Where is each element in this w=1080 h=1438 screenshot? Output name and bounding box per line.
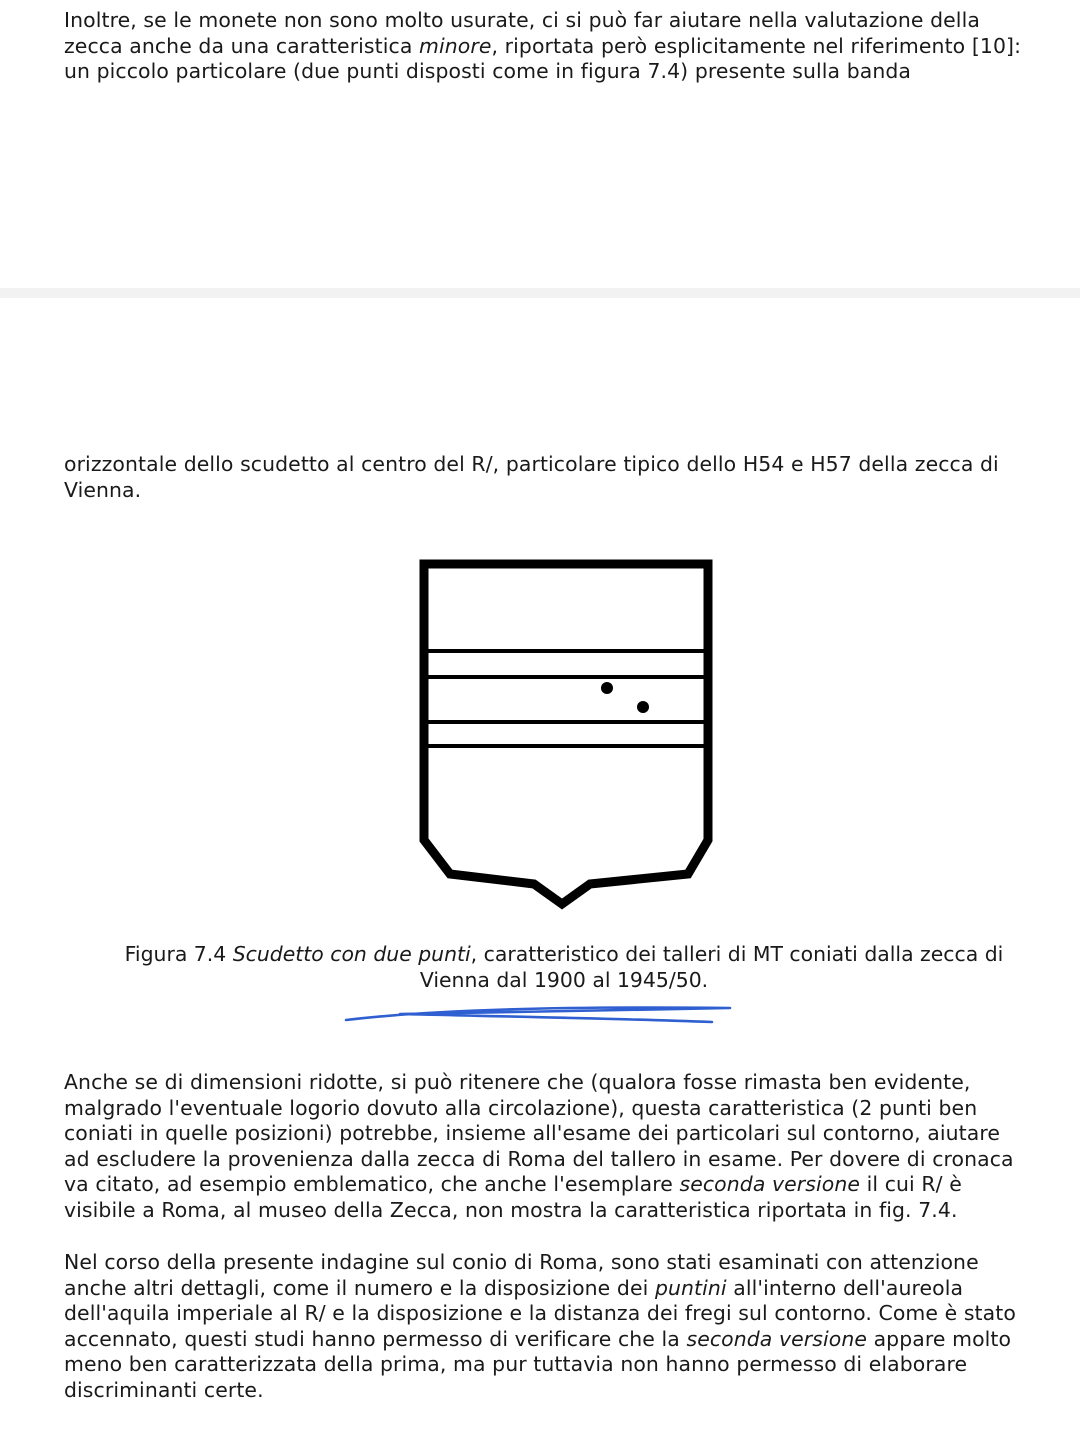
text-line: Nel corso della presente indagine sul conio di Roma, sono stati esaminati con attenzione (64, 1250, 979, 1274)
caption-line-2: Vienna dal 1900 al 1945/50. (419, 967, 709, 992)
text-line: va citato, ad esempio emblematico, che anche l'esemplare seconda versione il cui R/ è (64, 1172, 962, 1197)
handwritten-underline (340, 998, 740, 1034)
paragraph-conclusion (64, 1250, 1064, 1404)
text-line: meno ben caratterizzata della prima, ma pur tuttavia non hanno permesso di elaborare (64, 1352, 968, 1377)
text-line: un piccolo particolare (due punti disposti come in figura 7.4) presente sulla banda (64, 59, 912, 84)
shield-dot (637, 701, 649, 713)
caption-line-1: Figura 7.4 Scudetto con due punti, caratteristico dei talleri di MT coniati dalla zecca di (124, 942, 1004, 966)
text-line: Inoltre, se le monete non sono molto usurate, ci si può far aiutare nella valutazione della (64, 8, 980, 32)
shield-dot (601, 682, 613, 694)
text-line: orizzontale dello scudetto al centro del R/, particolare tipico dello H54 e H57 della zecca di (64, 452, 999, 476)
text-line: coniati in quelle posizioni) potrebbe, insieme all'esame dei particolari sul contorno, aiutare (64, 1121, 1001, 1146)
paragraph-continuation (64, 452, 1064, 503)
text-line: dell'aquila imperiale al R/ e la disposizione e la distanza dei fregi sul contorno. Come è stato (64, 1301, 1016, 1326)
paragraph-intro (64, 8, 1064, 85)
text-line: anche altri dettagli, come il numero e la disposizione dei puntini all'interno dell'aureola (64, 1275, 964, 1300)
text-line: zecca anche da una caratteristica minore, riportata però esplicitamente nel riferimento [10]: (64, 33, 1022, 58)
shield-with-two-dots-icon (410, 552, 722, 914)
text-line: discriminanti certe. (64, 1377, 264, 1402)
text-line: malgrado l'eventuale logorio dovuto alla circolazione), questa caratteristica (2 punti ben (64, 1095, 978, 1120)
text-line: Anche se di dimensioni ridotte, si può ritenere che (qualora fosse rimasta ben evidente, (64, 1070, 971, 1094)
text-line: visibile a Roma, al museo della Zecca, non mostra la caratteristica riportata in fig. 7.4. (64, 1197, 958, 1222)
figure-caption (64, 942, 1064, 993)
text-line: Vienna. (64, 477, 142, 502)
text-line: accennato, questi studi hanno permesso di verificare che la seconda versione appare molto (64, 1326, 1012, 1351)
paragraph-analysis (64, 1070, 1064, 1224)
text-line: ad escludere la provenienza dalla zecca di Roma del tallero in esame. Per dovere di cronaca (64, 1146, 1014, 1171)
page-separator (0, 288, 1080, 298)
